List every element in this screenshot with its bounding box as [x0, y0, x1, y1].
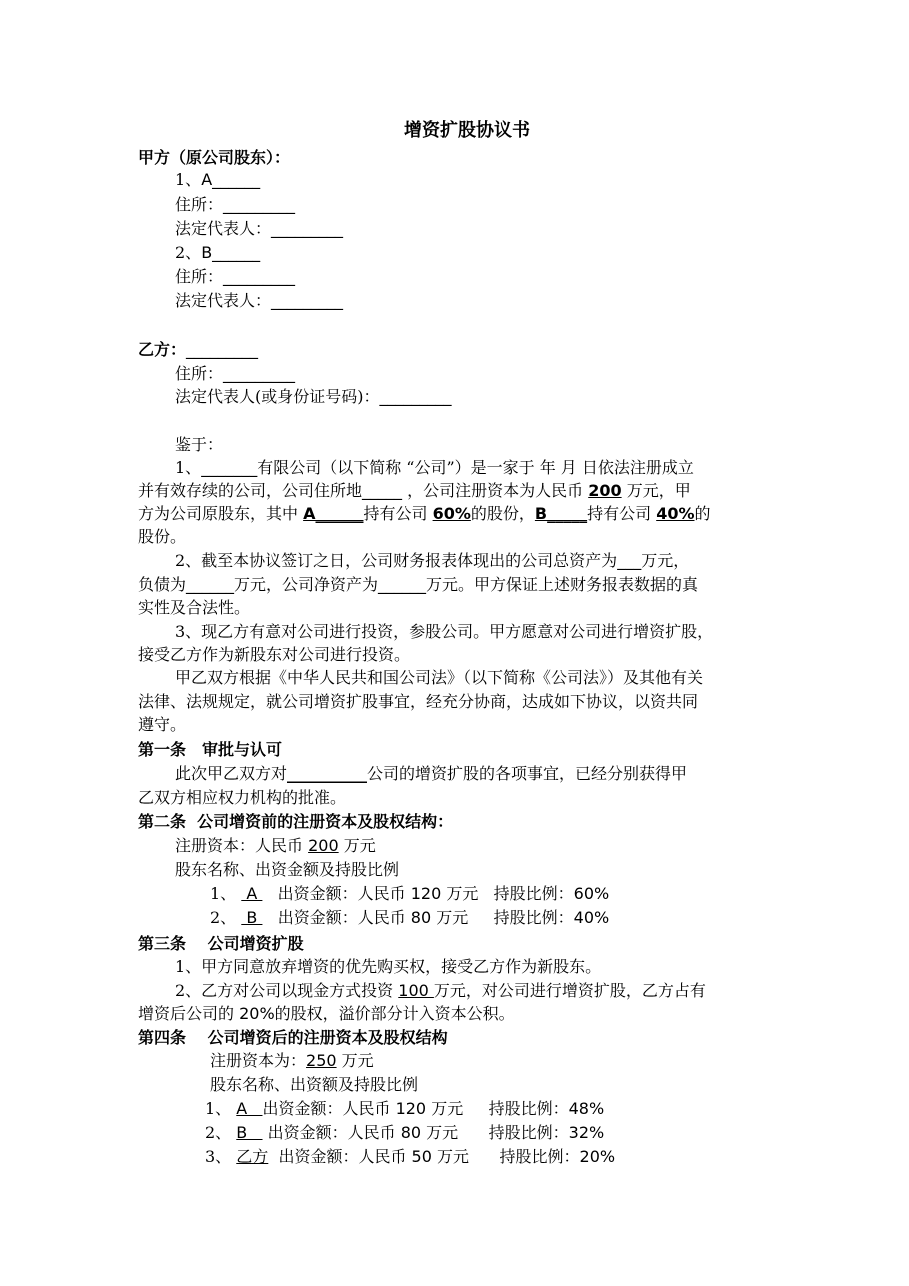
- party-b-line: 乙方：_________: [138, 340, 259, 359]
- document-title: 增资扩股协议书: [404, 120, 530, 141]
- article-1-line-2: 乙双方相应权力机构的批准。: [138, 788, 347, 807]
- recital-1-line-1: 1、_______有限公司（以下简称 “公司”）是一家于 年 月 日依法注册成立: [175, 458, 694, 477]
- party-b-representative: 法定代表人(或身份证号码)：_________: [175, 387, 452, 406]
- article-3-para-1: 1、甲方同意放弃增资的优先购买权，接受乙方作为新股东。: [175, 957, 602, 976]
- recitals-intro: 鉴于：: [175, 435, 224, 454]
- article-2-shareholder-row-1: 1、 A 出资金额：人民币 120 万元 持股比例：60%: [210, 884, 610, 903]
- article-4-shareholder-row-3: 3、 乙方 出资金额：人民币 50 万元 持股比例：20%: [205, 1147, 616, 1166]
- recital-2-line-3: 实性及合法性。: [138, 598, 251, 617]
- recital-1-line-4: 股份。: [138, 527, 187, 546]
- party-a-shareholder-2: 2、B______: [175, 243, 261, 262]
- article-2-list-label: 股东名称、出资金额及持股比例: [175, 860, 400, 879]
- article-4-registered-capital: 注册资本为：250 万元: [210, 1051, 374, 1070]
- recital-3-line-1: 3、现乙方有意对公司进行投资，参股公司。甲方愿意对公司进行增资扩股，: [175, 622, 714, 641]
- article-1-line-1: 此次甲乙双方对__________公司的增资扩股的各项事宜，已经分别获得甲: [175, 764, 688, 783]
- article-3-heading: 第三条 公司增资扩股: [138, 934, 304, 953]
- recital-3-line-2: 接受乙方作为新股东对公司进行投资。: [138, 645, 411, 664]
- article-4-heading: 第四条 公司增资后的注册资本及股权结构: [138, 1028, 448, 1047]
- party-a-shareholder-2-representative: 法定代表人：_________: [175, 291, 344, 310]
- recital-2-line-1: 2、截至本协议签订之日，公司财务报表体现出的公司总资产为___万元，: [175, 551, 690, 570]
- article-4-list-label: 股东名称、出资额及持股比例: [210, 1075, 419, 1094]
- recital-4-line-1: 甲乙双方根据《中华人民共和国公司法》（以下简称《公司法》）及其他有关: [175, 668, 704, 687]
- article-3-para-2-line-1: 2、乙方对公司以现金方式投资 100 万元，对公司进行增资扩股，乙方占有: [175, 981, 706, 1000]
- party-a-shareholder-1: 1、A______: [175, 170, 261, 189]
- party-a-shareholder-1-representative: 法定代表人：_________: [175, 219, 344, 238]
- party-a-heading: 甲方（原公司股东）：: [138, 148, 291, 167]
- article-4-shareholder-row-1: 1、 A 出资金额：人民币 120 万元 持股比例：48%: [205, 1099, 605, 1118]
- article-2-heading: 第二条 公司增资前的注册资本及股权结构：: [138, 812, 454, 831]
- party-a-shareholder-1-address: 住所：_________: [175, 195, 296, 214]
- recital-1-line-2: 并有效存续的公司，公司住所地_____ ，公司注册资本为人民币 200 万元，甲: [138, 481, 691, 500]
- article-3-para-2-line-2: 增资后公司的 20%的股权，溢价部分计入资本公积。: [138, 1004, 515, 1023]
- recital-4-line-2: 法律、法规规定，就公司增资扩股事宜，经充分协商，达成如下协议，以资共同: [138, 692, 699, 711]
- article-1-heading: 第一条 审批与认可: [138, 740, 283, 759]
- article-4-shareholder-row-2: 2、 B 出资金额：人民币 80 万元 持股比例：32%: [205, 1123, 605, 1142]
- party-a-shareholder-2-address: 住所：_________: [175, 267, 296, 286]
- article-2-shareholder-row-2: 2、 B 出资金额：人民币 80 万元 持股比例：40%: [210, 908, 610, 927]
- party-b-address: 住所：_________: [175, 364, 296, 383]
- recital-2-line-2: 负债为______万元，公司净资产为______万元。甲方保证上述财务报表数据的真: [138, 575, 699, 594]
- article-2-registered-capital: 注册资本：人民币 200 万元: [175, 836, 376, 855]
- recital-4-line-3: 遵守。: [138, 715, 187, 734]
- recital-1-line-3: 方为公司原股东，其中 A______持有公司 60%的股份，B_____持有公司 40%的: [138, 504, 711, 523]
